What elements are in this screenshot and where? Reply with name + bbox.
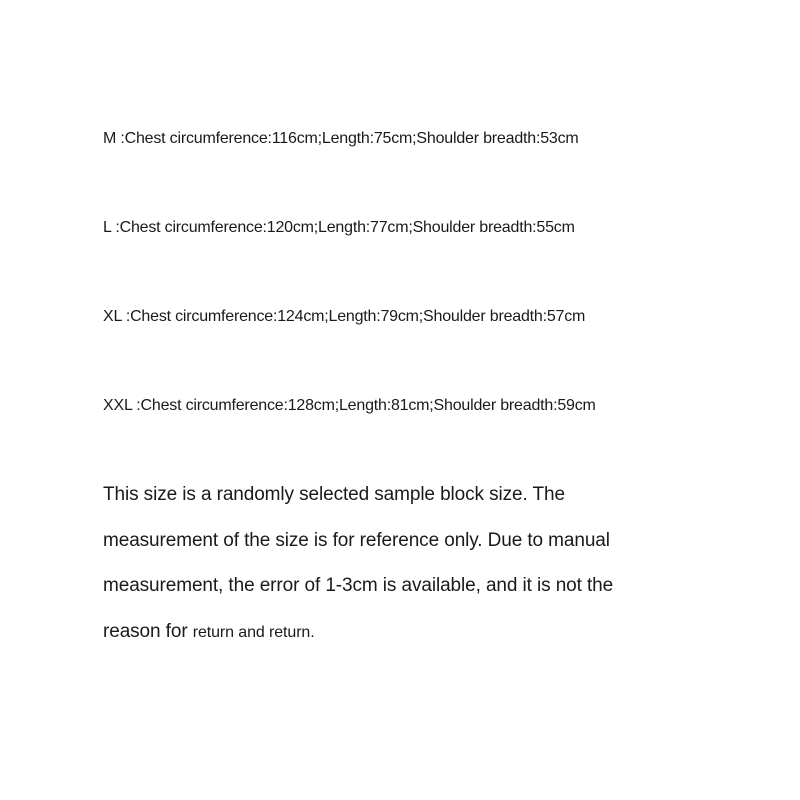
disclaimer-line-4 bbox=[103, 620, 315, 645]
disclaimer-line-2: measurement of the size is for reference only. Due to manual bbox=[103, 530, 610, 551]
size-row-l: L :Chest circumference:120cm;Length:77cm;Shoulder breadth:55cm bbox=[103, 219, 575, 236]
size-row-m: M :Chest circumference:116cm;Length:75cm;Shoulder breadth:53cm bbox=[103, 130, 579, 147]
size-row-xxl: XXL :Chest circumference:128cm;Length:81cm;Shoulder breadth:59cm bbox=[103, 397, 596, 414]
size-row-xl: XL :Chest circumference:124cm;Length:79cm;Shoulder breadth:57cm bbox=[103, 308, 586, 325]
disclaimer-line-4-start: reason for bbox=[103, 621, 193, 642]
disclaimer-line-1: This size is a randomly selected sample block size. The bbox=[103, 484, 565, 505]
disclaimer-line-3: measurement, the error of 1-3cm is available, and it is not the bbox=[103, 575, 614, 596]
disclaimer-line-4-end: return and return. bbox=[192, 624, 315, 641]
